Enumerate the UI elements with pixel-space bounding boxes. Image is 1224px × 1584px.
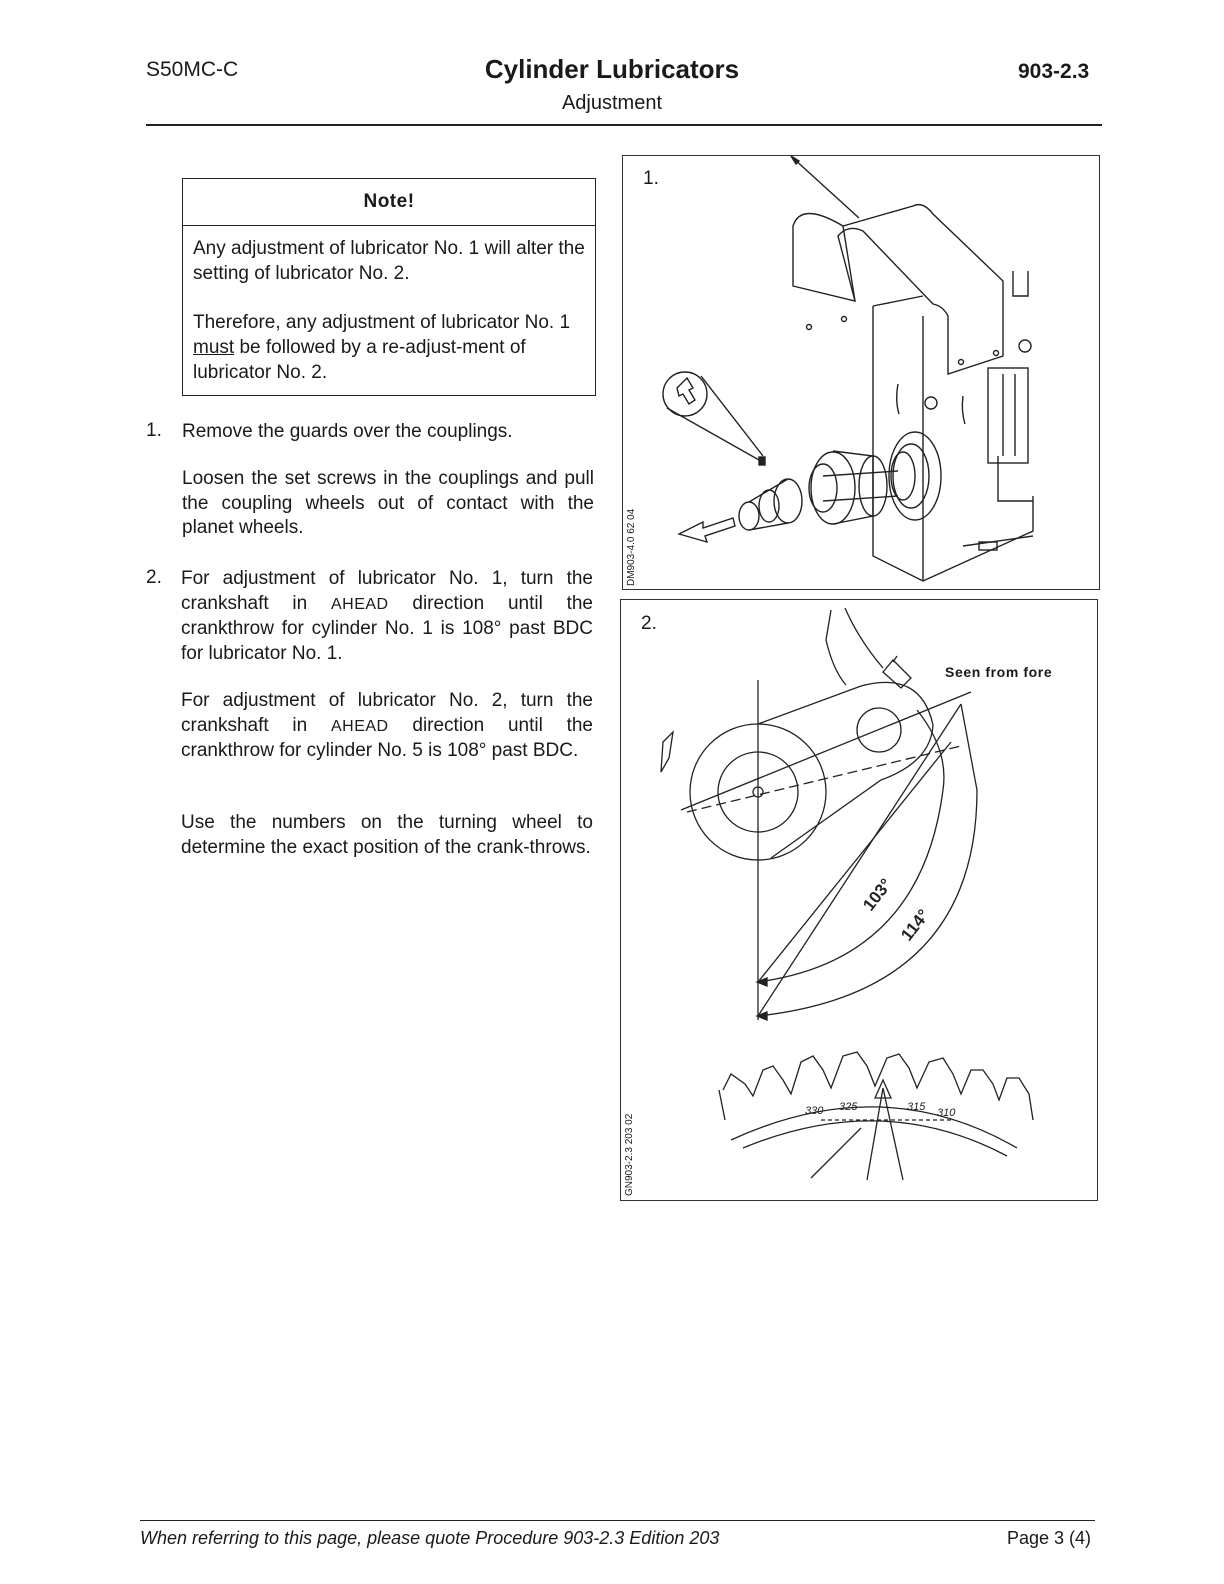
step-1-number: 1. bbox=[146, 420, 162, 441]
figure-1-code: DM903-4.0 62 04 bbox=[626, 508, 637, 586]
footer-divider bbox=[140, 1520, 1095, 1521]
figure-1-lubricator-coupling bbox=[622, 155, 1100, 590]
scale-310: 310 bbox=[937, 1107, 956, 1119]
step-2-text-end: direction until the crankthrow for cylinder No. 1 is 108° past BDC for lubricator No. 1. bbox=[181, 592, 594, 664]
step-2-p2-start: For adjustment of lubricator No. 2, turn the crankshaft in bbox=[181, 690, 593, 736]
page-title: Cylinder Lubricators bbox=[484, 54, 740, 84]
note-box bbox=[182, 178, 596, 396]
footer-reference: When referring to this page, please quote Procedure 903-2.3 Edition 203 bbox=[140, 1528, 720, 1548]
step-2-paragraph-3: Use the numbers on the turning wheel to determine the exact position of the crank-throws. bbox=[181, 812, 593, 858]
scale-315: 315 bbox=[907, 1101, 926, 1113]
figure-1-drawing bbox=[623, 156, 1098, 588]
scale-325: 325 bbox=[839, 1101, 858, 1113]
ahead-term: AHEAD bbox=[330, 595, 389, 613]
step-2-text bbox=[181, 567, 593, 666]
ahead-term-2: AHEAD bbox=[330, 717, 389, 735]
note-p2-end: be followed by a re-adjust-ment of lubricator No. 2. bbox=[193, 337, 526, 383]
note-must-emphasis: must bbox=[193, 337, 235, 358]
procedure-number: 903-2.3 bbox=[1018, 60, 1090, 83]
figure-1-label: 1. bbox=[643, 168, 659, 189]
engine-type: S50MC-C bbox=[146, 58, 239, 81]
figure-2-label: 2. bbox=[641, 613, 657, 634]
note-paragraph-1: Any adjustment of lubricator No. 1 will alter the setting of lubricator No. 2. bbox=[193, 238, 585, 284]
angle-label-103: 103° bbox=[859, 875, 896, 915]
step-1-text: Remove the guards over the couplings. bbox=[182, 421, 513, 442]
step-2-p2-end: direction until the crankthrow for cylinder No. 5 is 108° past BDC. bbox=[181, 714, 594, 762]
note-paragraph-2 bbox=[183, 310, 595, 385]
page-number: Page 3 (4) bbox=[1007, 1528, 1092, 1548]
step-2-paragraph-2 bbox=[181, 689, 593, 764]
note-heading: Note! bbox=[183, 179, 595, 226]
figure-2-crank-position bbox=[620, 599, 1098, 1201]
note-p2-start: Therefore, any adjustment of lubricator No. 1 bbox=[193, 312, 571, 333]
step-1-paragraph-2: Loosen the set screws in the couplings and pull the coupling wheels out of contact with the planet wheels. bbox=[182, 468, 594, 539]
figure-2-caption: Seen from fore bbox=[945, 664, 1053, 680]
angle-label-114: 114° bbox=[897, 905, 934, 945]
figure-2-code: GN903-2.3 203 02 bbox=[624, 1113, 635, 1196]
header-divider bbox=[146, 124, 1102, 126]
step-2-text-start: For adjustment of lubricator No. 1, turn the crankshaft in bbox=[181, 568, 593, 614]
scale-330: 330 bbox=[805, 1105, 824, 1117]
page-subtitle: Adjustment bbox=[561, 92, 663, 114]
step-2-number: 2. bbox=[146, 567, 162, 588]
figure-2-drawing bbox=[621, 600, 1096, 1200]
